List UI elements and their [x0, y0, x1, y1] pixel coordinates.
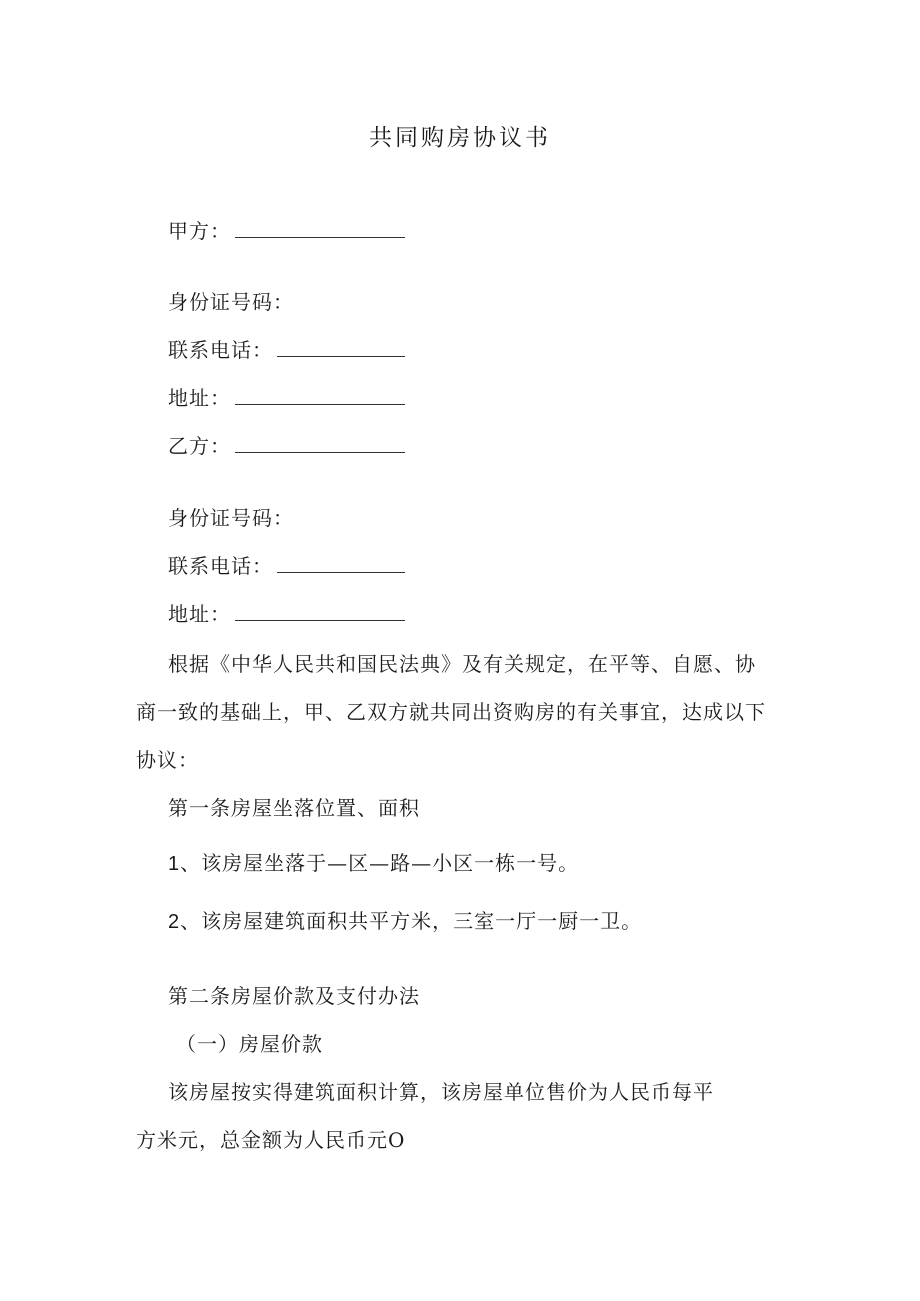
- party-b-blank[interactable]: [235, 438, 405, 453]
- party-a-address-blank[interactable]: [235, 390, 405, 405]
- party-a-address-label: 地址：: [168, 386, 231, 410]
- party-a-phone-label: 联系电话：: [168, 338, 273, 362]
- article-2-para-line-1: 该房屋按实得建筑面积计算，该房屋单位售价为人民币每平: [168, 1080, 714, 1104]
- article-1-item-2: [168, 909, 642, 934]
- party-a-blank[interactable]: [235, 223, 405, 238]
- party-a-label: 甲方：: [168, 219, 231, 243]
- preamble-line-1: 根据《中华人民共和国民法典》及有关规定，在平等、自愿、协: [168, 652, 756, 676]
- party-b-phone-label: 联系电话：: [168, 554, 273, 578]
- document-title: 共同购房协议书: [369, 125, 551, 151]
- party-b-id-label: 身份证号码：: [168, 506, 294, 530]
- item-2-text: 、该房屋建筑面积共平方米，三室一厅一厨一卫。: [180, 909, 643, 933]
- party-a-id-label: 身份证号码：: [168, 290, 294, 314]
- article-2-heading: 第二条房屋价款及支付办法: [168, 984, 420, 1008]
- preamble-line-2: 商一致的基础上，甲、乙双方就共同出资购房的有关事宜，达成以下: [136, 700, 766, 724]
- article-2-para-line-2: 方米元，总金额为人民币元O: [136, 1128, 406, 1152]
- party-a-address-row: [168, 386, 405, 410]
- item-2-number: 2: [168, 911, 181, 933]
- article-1-heading: 第一条房屋坐落位置、面积: [168, 796, 420, 820]
- party-b-address-row: [168, 602, 405, 626]
- party-a-phone-blank[interactable]: [277, 342, 405, 357]
- party-b-id-row: [168, 506, 294, 530]
- party-b-phone-row: [168, 554, 405, 578]
- article-1-item-1: [168, 851, 579, 876]
- party-a-id-row: [168, 290, 294, 314]
- party-b-address-label: 地址：: [168, 602, 231, 626]
- article-2-sub-1: （一）房屋价款: [176, 1032, 323, 1056]
- party-b-phone-blank[interactable]: [277, 558, 405, 573]
- item-1-text: 、该房屋坐落于—区—路—小区一栋一号。: [180, 851, 580, 875]
- party-b-address-blank[interactable]: [235, 606, 405, 621]
- party-b-row: [168, 434, 405, 458]
- party-b-label: 乙方：: [168, 434, 231, 458]
- item-1-number: 1: [168, 853, 181, 875]
- party-a-phone-row: [168, 338, 405, 362]
- party-a-row: [168, 219, 405, 243]
- preamble-line-3: 协议：: [136, 748, 199, 772]
